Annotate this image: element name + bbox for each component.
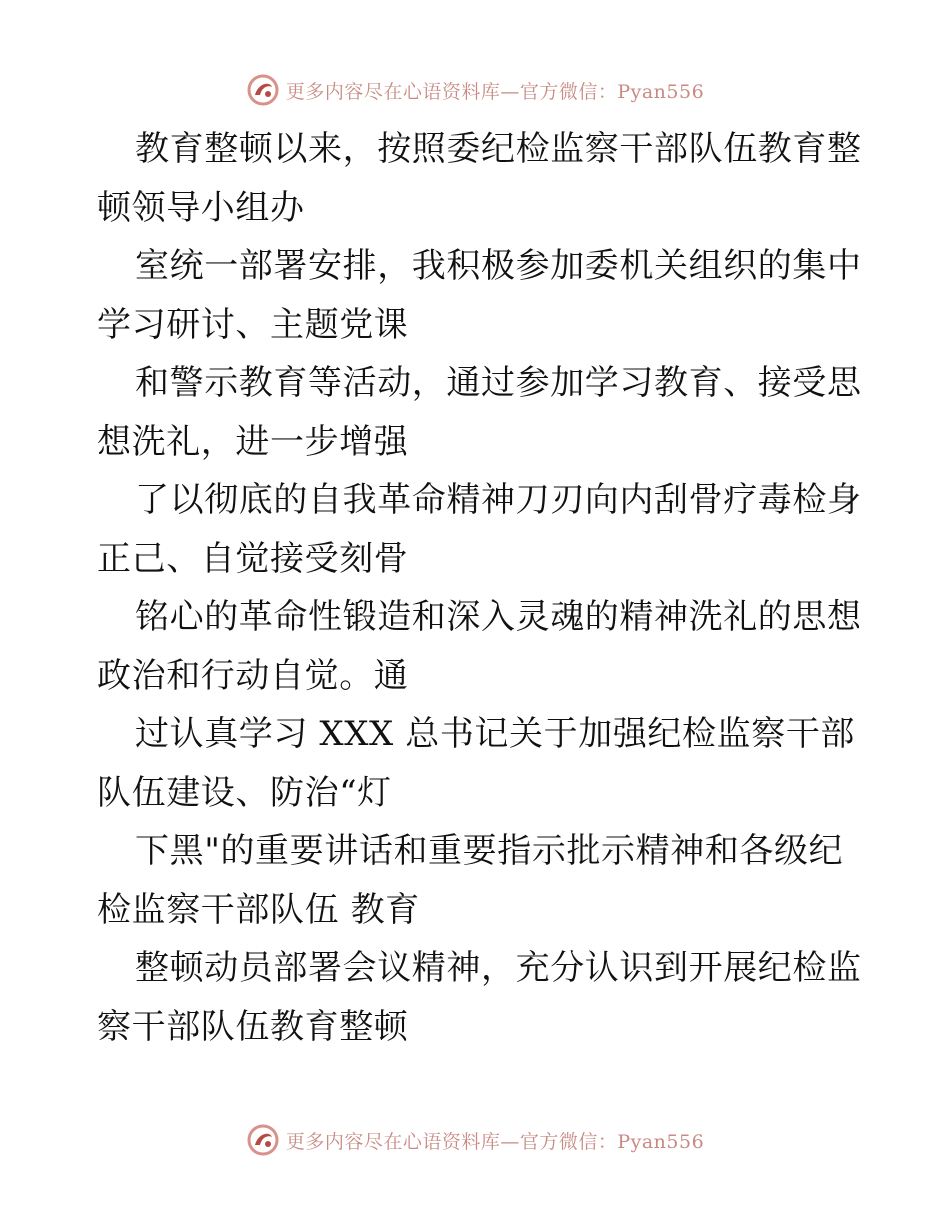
paragraph-line: 正己、自觉接受刻骨 xyxy=(97,538,409,579)
paragraph xyxy=(97,120,862,237)
paragraph-line: 队伍建设、防治“灯 xyxy=(97,772,392,813)
paragraph-line: 铭心的革命性锻造和深入灵魂的精神洗礼的思想 xyxy=(135,597,862,637)
paragraph-line: 室统一部署安排，我积极参加委机关组织的集中 xyxy=(135,246,862,286)
paragraph-line: 了以彻底的自我革命精神刀刃向内刮骨疗毒检身 xyxy=(135,480,862,520)
paragraph-line: 整顿动员部署会议精神，充分认识到开展纪检监 xyxy=(135,948,862,988)
document-body xyxy=(97,120,862,1056)
paragraph-line: 下黑"的重要讲话和重要指示批示精神和各级纪 xyxy=(135,831,844,871)
swirl-logo-icon xyxy=(246,73,280,107)
paragraph-line: 政治和行动自觉。通 xyxy=(97,655,409,696)
paragraph xyxy=(97,471,862,588)
banner-text: 更多内容尽在心语资料库—官方微信：Pyan556 xyxy=(285,80,705,103)
paragraph-line: 过认真学习 XXX 总书记关于加强纪检监察干部 xyxy=(135,714,856,754)
swirl-logo-icon xyxy=(246,1123,280,1157)
paragraph xyxy=(97,354,862,471)
footer-banner xyxy=(0,1120,950,1160)
paragraph xyxy=(97,822,857,939)
paragraph-line: 想洗礼，进一步增强 xyxy=(97,421,409,462)
paragraph xyxy=(97,588,862,705)
paragraph-line: 和警示教育等活动，通过参加学习教育、接受思 xyxy=(135,363,862,403)
paragraph xyxy=(97,705,857,822)
paragraph xyxy=(97,237,862,354)
banner-text: 更多内容尽在心语资料库—官方微信：Pyan556 xyxy=(285,1130,705,1153)
header-banner xyxy=(0,70,950,110)
paragraph-line: 察干部队伍教育整顿 xyxy=(97,1006,409,1047)
paragraph-line: 检监察干部队伍 教育 xyxy=(97,889,420,930)
paragraph xyxy=(97,939,862,1056)
paragraph-line: 学习研讨、主题党课 xyxy=(97,304,409,345)
paragraph-line: 顿领导小组办 xyxy=(97,187,305,228)
paragraph-line: 教育整顿以来，按照委纪检监察干部队伍教育整 xyxy=(135,129,862,169)
